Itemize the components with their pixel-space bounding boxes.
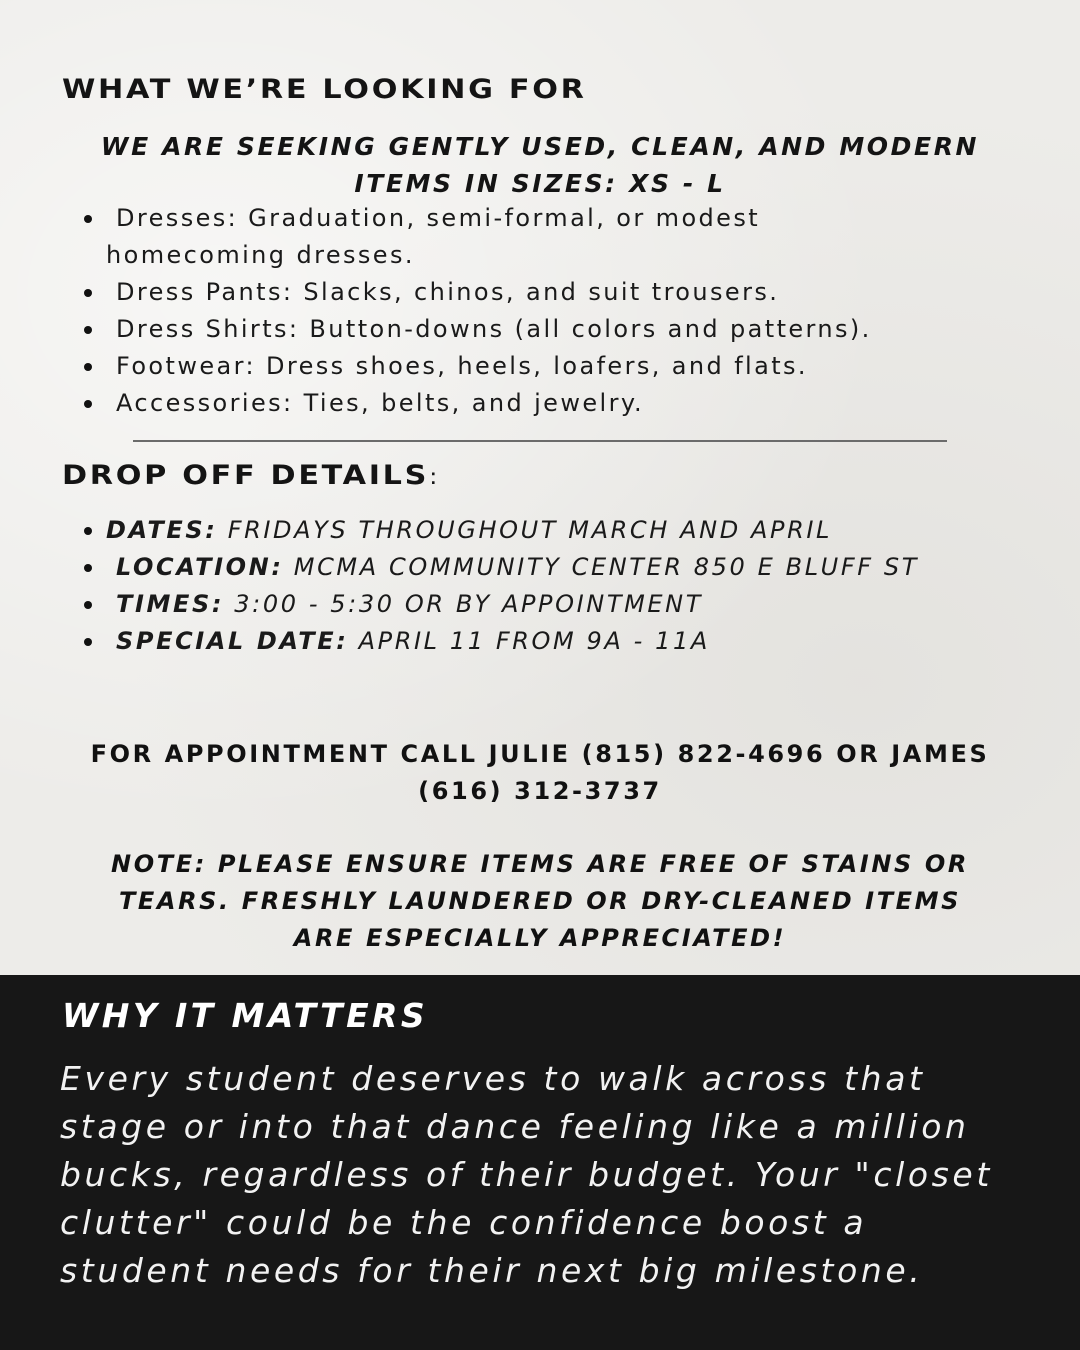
detail-times (80, 586, 1040, 623)
item-text: Dresses: Graduation, semi-formal, or modest (116, 204, 761, 232)
detail-label: LOCATION: (116, 553, 284, 581)
section-divider (133, 440, 947, 442)
list-item (80, 200, 980, 274)
list-item (80, 385, 980, 422)
body-line: stage or into that dance feeling like a million (60, 1107, 970, 1146)
detail-dates (80, 512, 1040, 549)
detail-location (80, 549, 1040, 586)
drop-off-heading-colon: : (429, 465, 441, 490)
bullet-icon (84, 400, 92, 408)
item-text: Accessories: Ties, belts, and jewelry. (116, 389, 645, 417)
item-text: Dress Pants: Slacks, chinos, and suit trousers. (116, 278, 780, 306)
detail-value: APRIL 11 FROM 9A - 11A (358, 627, 710, 655)
bullet-icon (84, 638, 92, 646)
note-line-3: ARE ESPECIALLY APPRECIATED! (293, 924, 787, 952)
looking-for-heading: WHAT WE’RE LOOKING FOR (62, 74, 587, 105)
item-text: Dress Shirts: Button-downs (all colors and patterns). (116, 315, 872, 343)
item-text-continued: homecoming dresses. (106, 241, 415, 269)
why-it-matters-title: WHY IT MATTERS (62, 996, 428, 1035)
appointment-line-1: FOR APPOINTMENT CALL JULIE (815) 822-4696 OR JAMES (90, 740, 990, 768)
list-item (80, 274, 980, 311)
bullet-icon (84, 289, 92, 297)
detail-label: TIMES: (116, 590, 225, 618)
detail-label: SPECIAL DATE: (116, 627, 349, 655)
subheading-line-1: WE ARE SEEKING GENTLY USED, CLEAN, AND MODERN (100, 132, 980, 161)
detail-label: DATES: (106, 516, 218, 544)
appointment-contact (60, 736, 1020, 810)
body-line: Every student deserves to walk across that (60, 1059, 926, 1098)
bullet-icon (84, 564, 92, 572)
detail-value: MCMA COMMUNITY CENTER 850 E BLUFF ST (293, 553, 919, 581)
why-it-matters-body (60, 1055, 1050, 1295)
looking-for-subheading (60, 128, 1020, 202)
bullet-icon (84, 601, 92, 609)
body-line: bucks, regardless of their budget. Your "closet (60, 1155, 993, 1194)
body-line: clutter" could be the confidence boost a (60, 1203, 868, 1242)
detail-value: 3:00 - 5:30 OR BY APPOINTMENT (234, 590, 703, 618)
list-item (80, 348, 980, 385)
list-item (80, 311, 980, 348)
bullet-icon (84, 527, 92, 535)
appointment-line-2: (616) 312-3737 (418, 777, 662, 805)
care-note (60, 846, 1020, 957)
detail-special-date (80, 623, 1040, 660)
item-text: Footwear: Dress shoes, heels, loafers, and flats. (116, 352, 808, 380)
wanted-items-list (80, 200, 980, 422)
bullet-icon (84, 326, 92, 334)
drop-off-heading-text: DROP OFF DETAILS (62, 460, 430, 491)
detail-value: FRIDAYS THROUGHOUT MARCH AND APRIL (227, 516, 833, 544)
bullet-icon (84, 363, 92, 371)
note-line-2: TEARS. FRESHLY LAUNDERED OR DRY-CLEANED ITEMS (118, 887, 962, 915)
body-line: student needs for their next big milestone. (60, 1251, 924, 1290)
subheading-line-2: ITEMS IN SIZES: XS - L (354, 169, 726, 198)
drop-off-heading (62, 460, 440, 491)
drop-off-details-list (80, 512, 1040, 660)
bullet-icon (84, 215, 92, 223)
note-line-1: NOTE: PLEASE ENSURE ITEMS ARE FREE OF STAINS OR (111, 850, 969, 878)
